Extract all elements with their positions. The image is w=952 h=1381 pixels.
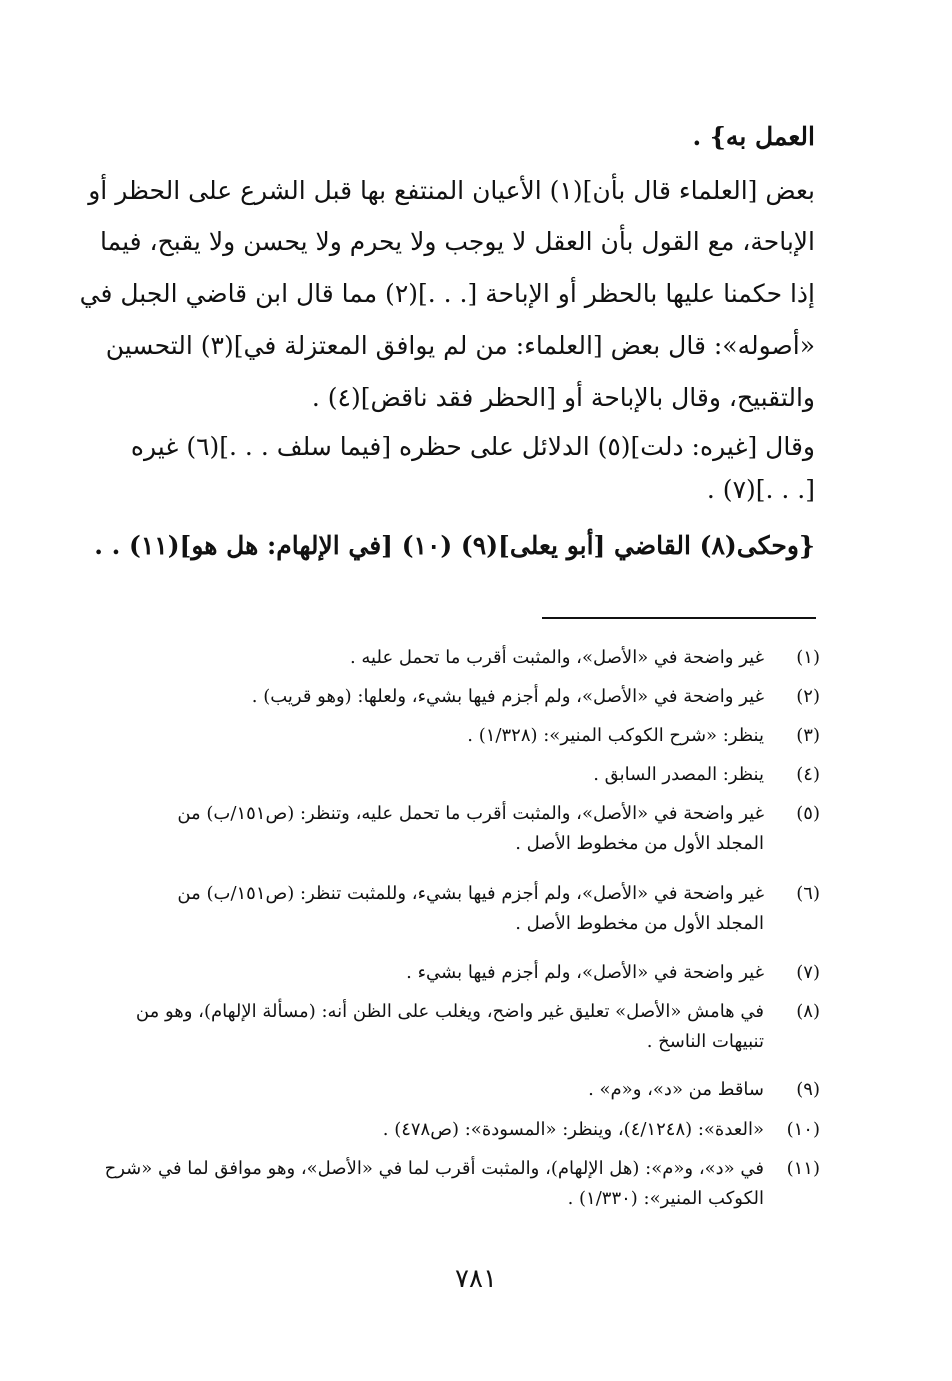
footnote-number: (٦) bbox=[796, 883, 820, 904]
footnote-number: (١٠) bbox=[786, 1119, 820, 1140]
body-line-2: بعض [العلماء قال بأن](١) الأعيان المنتفع بها قبل الشرع على الحظر أو bbox=[88, 176, 815, 205]
footnote-number: (١١) bbox=[786, 1158, 820, 1179]
body-line-8: [. . .](٧) . bbox=[706, 475, 815, 504]
body-line-5: «أصوله»: قال بعض [العلماء: من لم يوافق المعتزلة في](٣) التحسين bbox=[105, 331, 815, 360]
footnote-number: (٧) bbox=[796, 962, 820, 983]
footnote-text-continued: المجلد الأول من مخطوط الأصل . bbox=[515, 913, 764, 934]
footnote-text: غير واضحة في «الأصل»، ولم أجزم فيها بشيء، ولعلها: (وهو قريب) . bbox=[251, 686, 764, 707]
page-number: ٧٨١ bbox=[455, 1264, 497, 1294]
body-line-3: الإباحة، مع القول بأن العقل لا يوجب ولا يحرم ولا يحسن ولا يقبح، فيما bbox=[100, 227, 815, 256]
footnote-number: (٥) bbox=[796, 803, 820, 824]
footnote-text: «العدة»: (٤/١٢٤٨)، وينظر: «المسودة»: (ص٤٧٨) . bbox=[382, 1119, 764, 1140]
footnote-separator bbox=[542, 617, 816, 619]
footnote-number: (٤) bbox=[796, 764, 820, 785]
body-line-9: {وحكى(٨) القاضي [أبو يعلى](٩) (١٠) [في الإلهام: هل هو](١١) . . bbox=[94, 531, 815, 560]
body-line-6: والتقبيح، وقال بالإباحة أو [الحظر فقد ناقض](٤) . bbox=[311, 383, 815, 412]
footnote-text: غير واضحة في «الأصل»، والمثبت أقرب ما تحمل عليه، وتنظر: (ص١٥١/ب) من bbox=[177, 803, 764, 824]
body-line-7: وقال [غيره: دلت](٥) الدلائل على حظره [فيما سلف . . .](٦) غيره bbox=[130, 432, 815, 461]
footnote-text: في «د»، و«م»: (هل الإلهام)، والمثبت أقرب لما في «الأصل»، وهو موافق لما في «شرح bbox=[104, 1158, 764, 1179]
footnote-text-continued: الكوكب المنير»: (١/٣٣٠) . bbox=[567, 1188, 764, 1209]
footnote-text: ساقط من «د»، و«م» . bbox=[588, 1079, 764, 1100]
body-line-4: إذا حكمنا عليها بالحظر أو الإباحة [. . .](٢) مما قال ابن قاضي الجبل في bbox=[79, 279, 815, 308]
footnote-text: ينظر: «شرح الكوكب المنير»: (١/٣٢٨) . bbox=[467, 725, 764, 746]
footnote-text: غير واضحة في «الأصل»، ولم أجزم فيها بشيء . bbox=[406, 962, 764, 983]
footnote-text-continued: المجلد الأول من مخطوط الأصل . bbox=[515, 833, 764, 854]
footnote-number: (١) bbox=[796, 647, 820, 668]
footnote-text-continued: تنبيهات الناسخ . bbox=[646, 1031, 764, 1052]
footnote-text: ينظر: المصدر السابق . bbox=[593, 764, 764, 785]
footnote-number: (٨) bbox=[796, 1001, 820, 1022]
footnote-text: غير واضحة في «الأصل»، والمثبت أقرب ما تحمل عليه . bbox=[349, 647, 764, 668]
footnote-number: (٢) bbox=[796, 686, 820, 707]
footnote-number: (٩) bbox=[796, 1079, 820, 1100]
footnote-text: في هامش «الأصل» تعليق غير واضح، ويغلب على الظن أنه: (مسألة الإلهام)، وهو من bbox=[135, 1001, 764, 1022]
footnote-number: (٣) bbox=[796, 725, 820, 746]
body-line-1: العمل به} . bbox=[692, 122, 815, 151]
footnote-text: غير واضحة في «الأصل»، ولم أجزم فيها بشيء، وللمثبت تنظر: (ص١٥١/ب) من bbox=[177, 883, 764, 904]
